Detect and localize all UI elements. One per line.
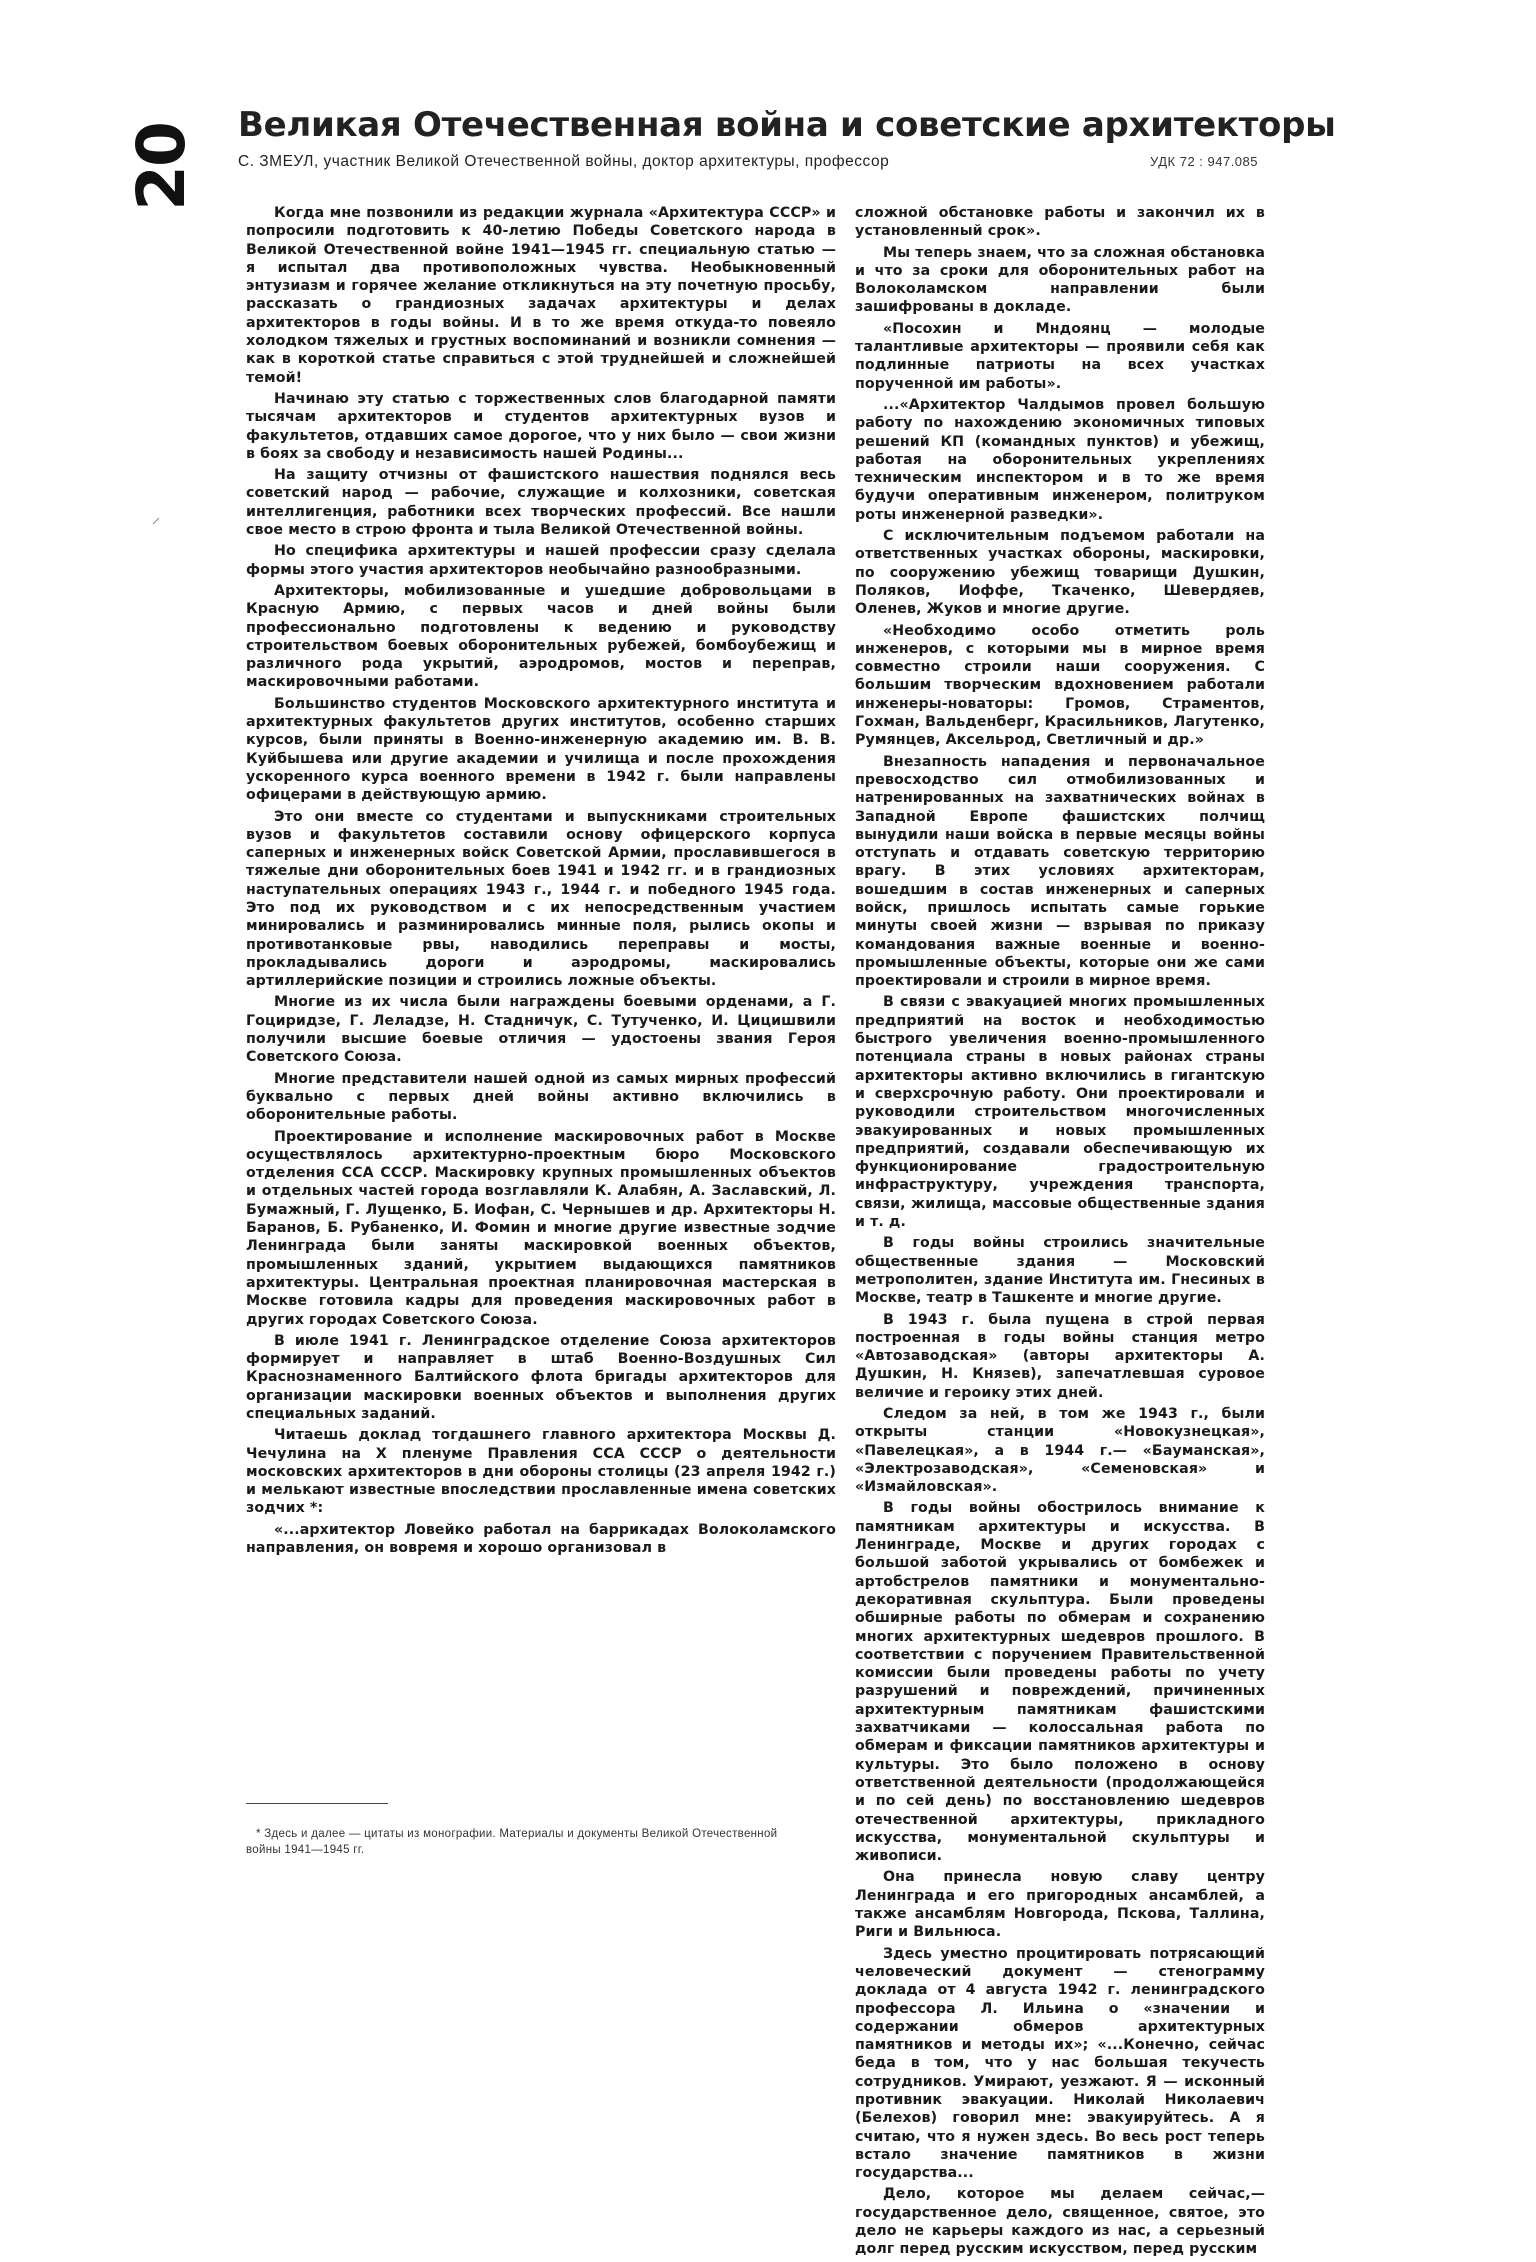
paragraph: Это они вместе со студентами и выпускниками строительных вузов и факультетов составили основу офицерского корпуса саперных и инженерных войск Советской Армии, прославившегося в тяжелые дни оборонительных боев 1941 и 1942 гг. и в грандиозных наступательных операциях 1943 г., 1944 г. и победного 1945 года. Это под их руководством и с их непосредственным участием минировались и разминировались минные поля, рылись окопы и противотанковые рвы, наводились переправы и мосты, прокладывались дороги и аэродромы, маскировались артиллерийские позиции и строились ложные объекты. (246, 808, 836, 990)
paragraph: «...архитектор Ловейко работал на баррикадах Волоколамского направления, он вовремя и хорошо организовал в (246, 1521, 836, 1557)
paragraph: Архитекторы, мобилизованные и ушедшие добровольцами в Красную Армию, с первых часов и дней войны были профессионально подготовлены к ведению и руководству строительством боевых оборонительных рубежей, бомбоубежищ и различного рода укрытий, аэродромов, мостов и переправ, маскировочными работами. (246, 582, 836, 691)
paragraph: С исключительным подъемом работали на ответственных участках обороны, маскировки, по сооружению убежищ товарищи Душкин, Поляков, Иоффе, Ткаченко, Шевердяев, Оленев, Жуков и многие другие. (855, 528, 1265, 618)
paragraph: Но специфика архитектуры и нашей профессии сразу сделала формы этого участия архитекторов необычайно разнообразными. (246, 543, 836, 578)
footnote: * Здесь и далее — цитаты из монографии. Материалы и документы Великой Отечественной войны 1941—1945 гг. (246, 1828, 778, 1856)
page-number-text: 20 (123, 123, 201, 211)
paragraph: сложной обстановке работы и закончил их в установленный срок». (855, 205, 1265, 240)
paragraph: Читаешь доклад тогдашнего главного архитектора Москвы Д. Чечулина на X пленуме Правления ССА СССР о деятельности московских архитекторов в дни обороны столицы (23 апреля 1942 г.) и мелькают известные впоследствии прославленные имена советских зодчих *: (246, 1427, 836, 1517)
paragraph: В связи с эвакуацией многих промышленных предприятий на восток и необходимостью быстрого увеличения военно-промышленного потенциала страны в новых районах страны архитекторы активно включились в гигантскую и сверхсрочную работу. Они проектировали и руководили строительством многочисленных эвакуированных и новых промышленных предприятий, создавали обеспечивающую их функционирование градостроительную инфраструктуру, учреждения транспорта, связи, жилища, массовые общественные здания и т. д. (855, 994, 1265, 1231)
author-byline: С. ЗМЕУЛ, участник Великой Отечественной войны, доктор архитектуры, профессор (238, 153, 890, 170)
paragraph: В 1943 г. была пущена в строй первая построенная в годы войны станция метро «Автозаводская» (авторы архитекторы А. Душкин, Н. Князев), запечатлевшая суровое величие и героику этих дней. (855, 1311, 1265, 1401)
paragraph: Многие представители нашей одной из самых мирных профессий буквально с первых дней войны активно включились в оборонительные работы. (246, 1070, 836, 1124)
paragraph: Здесь уместно процитировать потрясающий человеческий документ — стенограмму доклада от 4 августа 1942 г. ленинградского профессора Л. Ильина о «значении и содержании обмеров архитектурных памятников и методы их»; «...Конечно, сейчас беда в том, что у нас большая текучесть сотрудников. Умирают, уезжают. Я — исконный противник эвакуации. Николай Николаевич (Белехов) говорил мне: эвакуируйтесь. А я считаю, что я нужен здесь. Во весь рост теперь встало значение памятников в жизни государства... (855, 1945, 1265, 2182)
footnote-divider (246, 1803, 388, 1804)
page-number (123, 112, 201, 222)
paragraph: «Посохин и Мндоянц — молодые талантливые архитекторы — проявили себя как подлинные патриоты на всех участках порученной им работы». (855, 320, 1265, 392)
margin-mark-icon (151, 516, 161, 526)
paragraph: Следом за ней, в том же 1943 г., были открыты станции «Новокузнецкая», «Павелецкая», а в 1944 г.— «Бауманская», «Электрозаводская», «Семеновская» и «Измайловская». (855, 1406, 1265, 1496)
article-title: Великая Отечественная война и советские архитекторы (238, 105, 1336, 145)
paragraph: «Необходимо особо отметить роль инженеров, с которыми мы в мирное время совместно строили наши сооружения. С большим творческим вдохновением работали инженеры-новаторы: Громов, Страментов, Гохман, Вальденберг, Красильников, Лагутенко, Румянцев, Аксельрод, Светличный и др.» (855, 622, 1265, 749)
paragraph: ...«Архитектор Чалдымов провел большую работу по нахождению экономичных типовых решений КП (командных пунктов) и убежищ, работая на оборонительных укреплениях техническим инспектором и в то же время будучи оперативным инженером, политруком роты инженерной разведки». (855, 396, 1265, 523)
paragraph: Когда мне позвонили из редакции журнала «Архитектура СССР» и попросили подготовить к 40-летию Победы Советского народа в Великой Отечественной войне 1941—1945 гг. специальную статью — я испытал два противоположных чувства. Необыкновенный энтузиазм и горячее желание откликнуться на эту почетную просьбу, рассказать о грандиозных задачах архитектуры и делах архитекторов в годы войны. И в то же время откуда-то повеяло холодком тяжелых и грустных воспоминаний и возникли сомнения — как в короткой статье справиться с этой труднейшей и сложнейшей темой! (246, 205, 836, 386)
paragraph: Мы теперь знаем, что за сложная обстановка и что за сроки для оборонительных работ на Волоколамском направлении были зашифрованы в докладе. (855, 244, 1265, 316)
paragraph: Начинаю эту статью с торжественных слов благодарной памяти тысячам архитекторов и студентов архитектурных вузов и факультетов, отдавших самое дорогое, что у них было — свои жизни в боях за свободу и независимость нашей Родины... (246, 390, 836, 462)
paragraph: В июле 1941 г. Ленинградское отделение Союза архитекторов формирует и направляет в штаб Военно-Воздушных Сил Краснознаменного Балтийского флота бригады архитекторов для организации маскировки военных объектов и выполнения других специальных заданий. (246, 1332, 836, 1422)
paragraph: Большинство студентов Московского архитектурного института и архитектурных факультетов других институтов, особенно старших курсов, были приняты в Военно-инженерную академию им. В. В. Куйбышева или другие академии и училища и после прохождения ускоренного курса военного времени в 1942 г. были направлены офицерами в действующую армию. (246, 695, 836, 804)
paragraph: В годы войны обострилось внимание к памятникам архитектуры и искусства. В Ленинграде, Москве и других городах с большой заботой укрывались от бомбежек и артобстрелов памятники и монументально-декоративная скульптура. Были проведены обширные работы по обмерам и сохранению многих архитектурных шедевров прошлого. В соответствии с поручением Правительственной комиссии были проведены работы по учету разрушений и повреждений, причиненных архитектурным памятникам фашистскими захватчиками — колоссальная работа по обмерам и фиксации памятников архитектуры и культуры. Это было положено в основу ответственной деятельности (продолжающейся и по сей день) по восстановлению шедевров отечественной архитектуры, прикладного искусства, монументальной скульптуры и живописи. (855, 1500, 1265, 1865)
paragraph: Внезапность нападения и первоначальное превосходство сил отмобилизованных и натренированных на захватнических войнах в Западной Европе фашистских полчищ вынудили наши войска в первые месяцы войны отступать и отдавать советскую территорию врагу. В этих условиях архитекторам, вошедшим в состав инженерных и саперных войск, пришлось испытать самые горькие минуты своей жизни — взрывая по приказу командования важные военные и военно-промышленные объекты, которые они же сами проектировали и строили в мирное время. (855, 753, 1265, 990)
udc-code: УДК 72 : 947.085 (1150, 154, 1258, 169)
paragraph: На защиту отчизны от фашистского нашествия поднялся весь советский народ — рабочие, служащие и колхозники, советская интеллигенция, работники всех творческих профессий. Все нашли свое место в строю фронта и тыла Великой Отечественной войны. (246, 467, 836, 539)
byline-row (238, 153, 1258, 171)
paragraph: Она принесла новую славу центру Ленинграда и его пригородных ансамблей, а также ансамблям Новгорода, Пскова, Таллина, Риги и Вильнюса. (855, 1869, 1265, 1941)
right-column (855, 204, 1265, 2262)
article-header (238, 105, 1336, 171)
left-column (246, 204, 836, 1560)
paragraph: Проектирование и исполнение маскировочных работ в Москве осуществлялось архитектурно-проектным бюро Московского отделения ССА СССР. Маскировку крупных промышленных объектов и отдельных частей города возглавляли К. Алабян, А. Заславский, Л. Бумажный, Г. Лущенко, Б. Иофан, С. Чернышев и др. Архитекторы Н. Баранов, Б. Рубаненко, И. Фомин и многие другие известные зодчие Ленинграда были заняты маскировкой военных объектов, промышленных зданий, укрытием выдающихся памятников архитектуры. Центральная проектная планировочная мастерская в Москве готовила кадры для проведения маскировочных работ в других городах Советского Союза. (246, 1128, 836, 1328)
paragraph: Многие из их числа были награждены боевыми орденами, а Г. Гоциридзе, Г. Леладзе, Н. Стадничук, С. Тутученко, И. Цицишвили получили высшие боевые отличия — удостоены звания Героя Советского Союза. (246, 994, 836, 1066)
paragraph: Дело, которое мы делаем сейчас,— государственное дело, священное, святое, это дело не карьеры каждого из нас, а серьезный долг перед русским искусством, перед русским (855, 2186, 1265, 2258)
paragraph: В годы войны строились значительные общественные здания — Московский метрополитен, здание Института им. Гнесиных в Москве, театр в Ташкенте и многие другие. (855, 1235, 1265, 1307)
